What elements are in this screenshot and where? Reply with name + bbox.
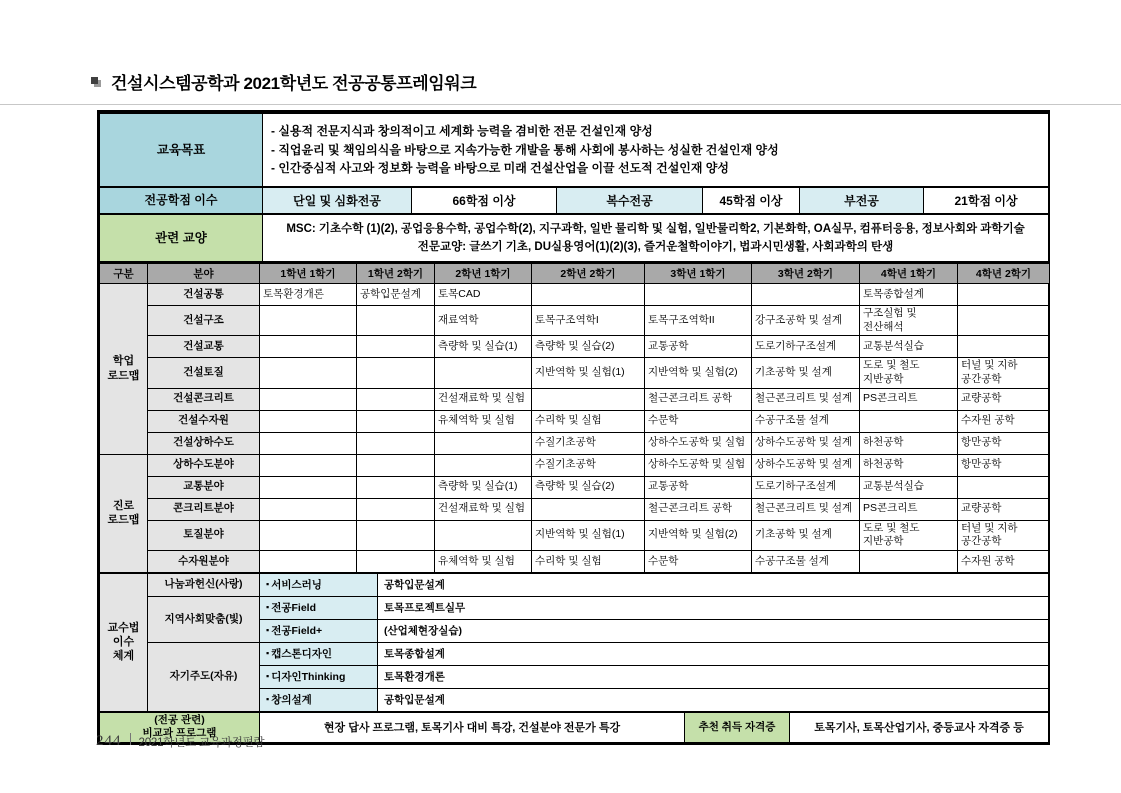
education-goals-row	[100, 113, 1049, 187]
course-cell	[958, 476, 1050, 498]
course-cell: 터널 및 지하 공간공학	[958, 358, 1050, 388]
course-cell: 측량학 및 실습(1)	[435, 476, 532, 498]
course-cell: 공학입문설계	[357, 284, 435, 306]
page-number: 244	[96, 733, 122, 749]
course-cell: 지반역학 및 실험(2)	[645, 520, 752, 550]
course-cell	[645, 284, 752, 306]
course-cell: 측량학 및 실습(2)	[532, 336, 645, 358]
field-label: 건설수자원	[148, 410, 260, 432]
method-course-cell: (산업체현장실습)	[378, 619, 1049, 642]
method-label: 전공Field	[271, 602, 316, 615]
course-cell	[357, 306, 435, 336]
course-cell	[435, 454, 532, 476]
field-label: 상하수도분야	[148, 454, 260, 476]
course-cell	[357, 388, 435, 410]
liberal-arts-content	[263, 214, 1049, 262]
course-cell	[260, 476, 357, 498]
course-cell: 수공구조물 설계	[752, 410, 860, 432]
teaching-row	[100, 573, 1049, 596]
course-cell: 유체역학 및 실험	[435, 550, 532, 572]
course-cell: 구조실험 및 전산해석	[860, 306, 958, 336]
teaching-section-label: 교수법 이수 체계	[100, 573, 148, 711]
credits-cell: 단일 및 심화전공	[263, 187, 412, 214]
column-header: 4학년 2학기	[958, 264, 1050, 284]
field-label: 건설토질	[148, 358, 260, 388]
course-cell	[435, 358, 532, 388]
course-cell: PS콘크리트	[860, 388, 958, 410]
credits-cell: 복수전공	[557, 187, 703, 214]
course-cell	[357, 520, 435, 550]
course-cell: 교통분석실습	[860, 336, 958, 358]
course-cell	[532, 284, 645, 306]
page-footer	[96, 733, 264, 750]
course-cell: 지반역학 및 실험(1)	[532, 358, 645, 388]
course-cell: 상하수도공학 및 설계	[752, 432, 860, 454]
course-cell: 도로 및 철도 지반공학	[860, 520, 958, 550]
field-label: 토질분야	[148, 520, 260, 550]
teaching-method-cell	[260, 688, 378, 711]
course-cell: 건설재료학 및 실험	[435, 498, 532, 520]
course-cell	[435, 520, 532, 550]
field-label: 콘크리트분야	[148, 498, 260, 520]
field-label: 교통분야	[148, 476, 260, 498]
field-label: 건설콘크리트	[148, 388, 260, 410]
roadmap-row	[100, 284, 1050, 306]
course-cell	[958, 336, 1050, 358]
course-cell: 도로 및 철도 지반공학	[860, 358, 958, 388]
course-cell	[260, 454, 357, 476]
course-cell: 재료역학	[435, 306, 532, 336]
course-cell: 도로기하구조설계	[752, 336, 860, 358]
course-cell: 유체역학 및 실험	[435, 410, 532, 432]
roadmap-row	[100, 388, 1050, 410]
course-cell	[532, 388, 645, 410]
course-cell	[357, 550, 435, 572]
course-cell: 토목구조역학I	[532, 306, 645, 336]
course-cell: 수자원 공학	[958, 410, 1050, 432]
course-cell: 철근콘크리트 및 설계	[752, 388, 860, 410]
course-cell	[357, 358, 435, 388]
roadmap-row	[100, 306, 1050, 336]
course-cell: PS콘크리트	[860, 498, 958, 520]
column-header: 2학년 2학기	[532, 264, 645, 284]
teaching-method-table	[99, 573, 1049, 712]
teaching-method-cell	[260, 573, 378, 596]
roadmap-section-label: 학업 로드맵	[100, 284, 148, 455]
roadmap-table	[99, 263, 1050, 573]
course-cell: 도로기하구조설계	[752, 476, 860, 498]
course-cell	[260, 358, 357, 388]
education-goals-label: 교육목표	[100, 113, 263, 187]
course-cell: 토목환경개론	[260, 284, 357, 306]
roadmap-row	[100, 454, 1050, 476]
course-cell	[958, 306, 1050, 336]
course-cell: 측량학 및 실습(2)	[532, 476, 645, 498]
major-credits-label: 전공학점 이수	[100, 187, 263, 214]
teaching-method-cell	[260, 619, 378, 642]
extracurricular-label: (전공 관련) 비교과 프로그램	[100, 712, 260, 742]
method-label: 전공Field+	[271, 625, 323, 638]
square-bullet-icon: ▪	[266, 671, 270, 682]
page-title-row	[91, 69, 476, 94]
roadmap-row	[100, 432, 1050, 454]
footer-divider	[130, 733, 131, 745]
column-header: 4학년 1학기	[860, 264, 958, 284]
extracurricular-programs: 현장 답사 프로그램, 토목기사 대비 특강, 건설분야 전문가 특강	[260, 712, 685, 742]
course-cell: 토목구조역학II	[645, 306, 752, 336]
course-cell: 측량학 및 실습(1)	[435, 336, 532, 358]
roadmap-row	[100, 410, 1050, 432]
course-cell: 상하수도공학 및 실험	[645, 454, 752, 476]
teaching-method-cell	[260, 642, 378, 665]
teaching-group-label: 나눔과헌신(사랑)	[148, 573, 260, 596]
credits-cell: 21학점 이상	[924, 187, 1049, 214]
course-cell	[860, 410, 958, 432]
field-label: 건설공통	[148, 284, 260, 306]
column-header: 1학년 1학기	[260, 264, 357, 284]
column-header: 구분	[100, 264, 148, 284]
course-cell	[260, 550, 357, 572]
course-cell: 건설재료학 및 실험	[435, 388, 532, 410]
course-cell	[260, 432, 357, 454]
course-cell: 항만공학	[958, 432, 1050, 454]
course-cell	[260, 306, 357, 336]
roadmap-section-label: 진로 로드맵	[100, 454, 148, 572]
course-cell: 교통분석실습	[860, 476, 958, 498]
course-cell: 상하수도공학 및 실험	[645, 432, 752, 454]
roadmap-body	[100, 284, 1050, 573]
course-cell	[958, 284, 1050, 306]
course-cell	[357, 454, 435, 476]
method-course-cell: 토목환경개론	[378, 665, 1049, 688]
title-divider	[0, 104, 1121, 105]
field-label: 건설교통	[148, 336, 260, 358]
course-cell: 토목종합설계	[860, 284, 958, 306]
course-cell: 강구조공학 및 설계	[752, 306, 860, 336]
column-header: 분야	[148, 264, 260, 284]
course-cell: 교통공학	[645, 476, 752, 498]
certificates-list: 토목기사, 토목산업기사, 중등교사 자격증 등	[790, 712, 1049, 742]
course-cell	[260, 498, 357, 520]
column-header: 3학년 1학기	[645, 264, 752, 284]
course-cell	[260, 336, 357, 358]
course-cell	[260, 410, 357, 432]
method-course-cell: 토목프로젝트실무	[378, 596, 1049, 619]
credits-cell: 45학점 이상	[703, 187, 800, 214]
method-course-cell: 토목종합설계	[378, 642, 1049, 665]
certificates-label: 추천 취득 자격증	[685, 712, 790, 742]
field-label: 건설구조	[148, 306, 260, 336]
square-bullet-icon: ▪	[266, 579, 270, 590]
column-header: 2학년 1학기	[435, 264, 532, 284]
course-cell	[357, 410, 435, 432]
footer-text: 2021학년도 교육과정편람	[138, 736, 265, 749]
liberal-arts-label: 관련 교양	[100, 214, 263, 262]
course-cell: 수공구조물 설계	[752, 550, 860, 572]
top-block-table	[99, 112, 1049, 263]
framework-table	[97, 110, 1050, 745]
square-bullet-icon	[91, 76, 102, 87]
course-cell: 수질기초공학	[532, 454, 645, 476]
field-label: 수자원분야	[148, 550, 260, 572]
liberal-line: 전문교양: 글쓰기 기초, DU실용영어(1)(2)(3), 즐거운철학이야기, 법과시민생활, 사회과학의 탄생	[417, 241, 894, 253]
field-label: 건설상하수도	[148, 432, 260, 454]
education-goals-content	[263, 113, 1049, 187]
course-cell	[435, 432, 532, 454]
liberal-arts-row	[100, 214, 1049, 262]
teaching-row	[100, 642, 1049, 665]
method-course-cell: 공학입문설계	[378, 573, 1049, 596]
method-label: 디자인Thinking	[271, 671, 346, 684]
liberal-line: MSC: 기초수학 (1)(2), 공업응용수학, 공업수학(2), 지구과학, 일반 물리학 및 실험, 일반물리학2, 기본화학, OA실무, 컴퓨터응용, 정보사회와 과학기술	[286, 222, 1025, 235]
goal-line: - 실용적 전문지식과 창의적이고 세계화 능력을 겸비한 전문 건설인재 양성	[271, 124, 653, 139]
course-cell	[357, 498, 435, 520]
course-cell: 철근콘크리트 공학	[645, 498, 752, 520]
course-cell: 지반역학 및 실험(2)	[645, 358, 752, 388]
teaching-method-cell	[260, 596, 378, 619]
column-header: 1학년 2학기	[357, 264, 435, 284]
square-bullet-icon: ▪	[266, 648, 270, 659]
course-cell: 항만공학	[958, 454, 1050, 476]
teaching-row	[100, 596, 1049, 619]
credits-cell: 부전공	[800, 187, 924, 214]
square-bullet-icon: ▪	[266, 625, 270, 636]
course-cell: 하천공학	[860, 432, 958, 454]
page-title: 건설시스템공학과 2021학년도 전공공통프레임워크	[111, 74, 477, 93]
method-label: 서비스러닝	[271, 579, 322, 592]
roadmap-row	[100, 520, 1050, 550]
roadmap-row	[100, 358, 1050, 388]
course-cell: 수리학 및 실험	[532, 550, 645, 572]
roadmap-row	[100, 498, 1050, 520]
course-cell	[260, 520, 357, 550]
course-cell: 기초공학 및 설계	[752, 520, 860, 550]
course-cell	[357, 336, 435, 358]
course-cell: 지반역학 및 실험(1)	[532, 520, 645, 550]
course-cell: 교량공학	[958, 498, 1050, 520]
course-cell	[357, 476, 435, 498]
course-cell: 수질기초공학	[532, 432, 645, 454]
course-cell: 수문학	[645, 550, 752, 572]
teaching-method-cell	[260, 665, 378, 688]
roadmap-header-row	[100, 264, 1050, 284]
course-cell: 철근콘크리트 및 설계	[752, 498, 860, 520]
goal-line: - 인간중심적 사고와 정보화 능력을 바탕으로 미래 건설산업을 이끌 선도적 건설인재 양성	[271, 161, 729, 176]
credits-cell: 66학점 이상	[412, 187, 557, 214]
course-cell: 교량공학	[958, 388, 1050, 410]
course-cell: 하천공학	[860, 454, 958, 476]
major-credits-row	[100, 187, 1049, 214]
square-bullet-icon: ▪	[266, 602, 270, 613]
course-cell: 토목CAD	[435, 284, 532, 306]
course-cell: 수자원 공학	[958, 550, 1050, 572]
course-cell: 터널 및 지하 공간공학	[958, 520, 1050, 550]
course-cell: 수리학 및 실험	[532, 410, 645, 432]
course-cell	[752, 284, 860, 306]
course-cell	[357, 432, 435, 454]
method-label: 캡스톤디자인	[271, 648, 333, 661]
roadmap-row	[100, 476, 1050, 498]
course-cell: 교통공학	[645, 336, 752, 358]
roadmap-row	[100, 336, 1050, 358]
course-cell	[532, 498, 645, 520]
course-cell: 철근콘크리트 공학	[645, 388, 752, 410]
square-bullet-icon: ▪	[266, 694, 270, 705]
method-course-cell: 공학입문설계	[378, 688, 1049, 711]
course-cell: 기초공학 및 설계	[752, 358, 860, 388]
course-cell: 수문학	[645, 410, 752, 432]
column-header: 3학년 2학기	[752, 264, 860, 284]
course-cell	[860, 550, 958, 572]
course-cell: 상하수도공학 및 설계	[752, 454, 860, 476]
teaching-group-label: 지역사회맞춤(빛)	[148, 596, 260, 642]
course-cell	[260, 388, 357, 410]
goal-line: - 직업윤리 및 책임의식을 바탕으로 지속가능한 개발을 통해 사회에 봉사하는 성실한 건설인재 양성	[271, 142, 779, 157]
teaching-group-label: 자기주도(자유)	[148, 642, 260, 711]
method-label: 창의설계	[271, 694, 312, 707]
roadmap-row	[100, 550, 1050, 572]
